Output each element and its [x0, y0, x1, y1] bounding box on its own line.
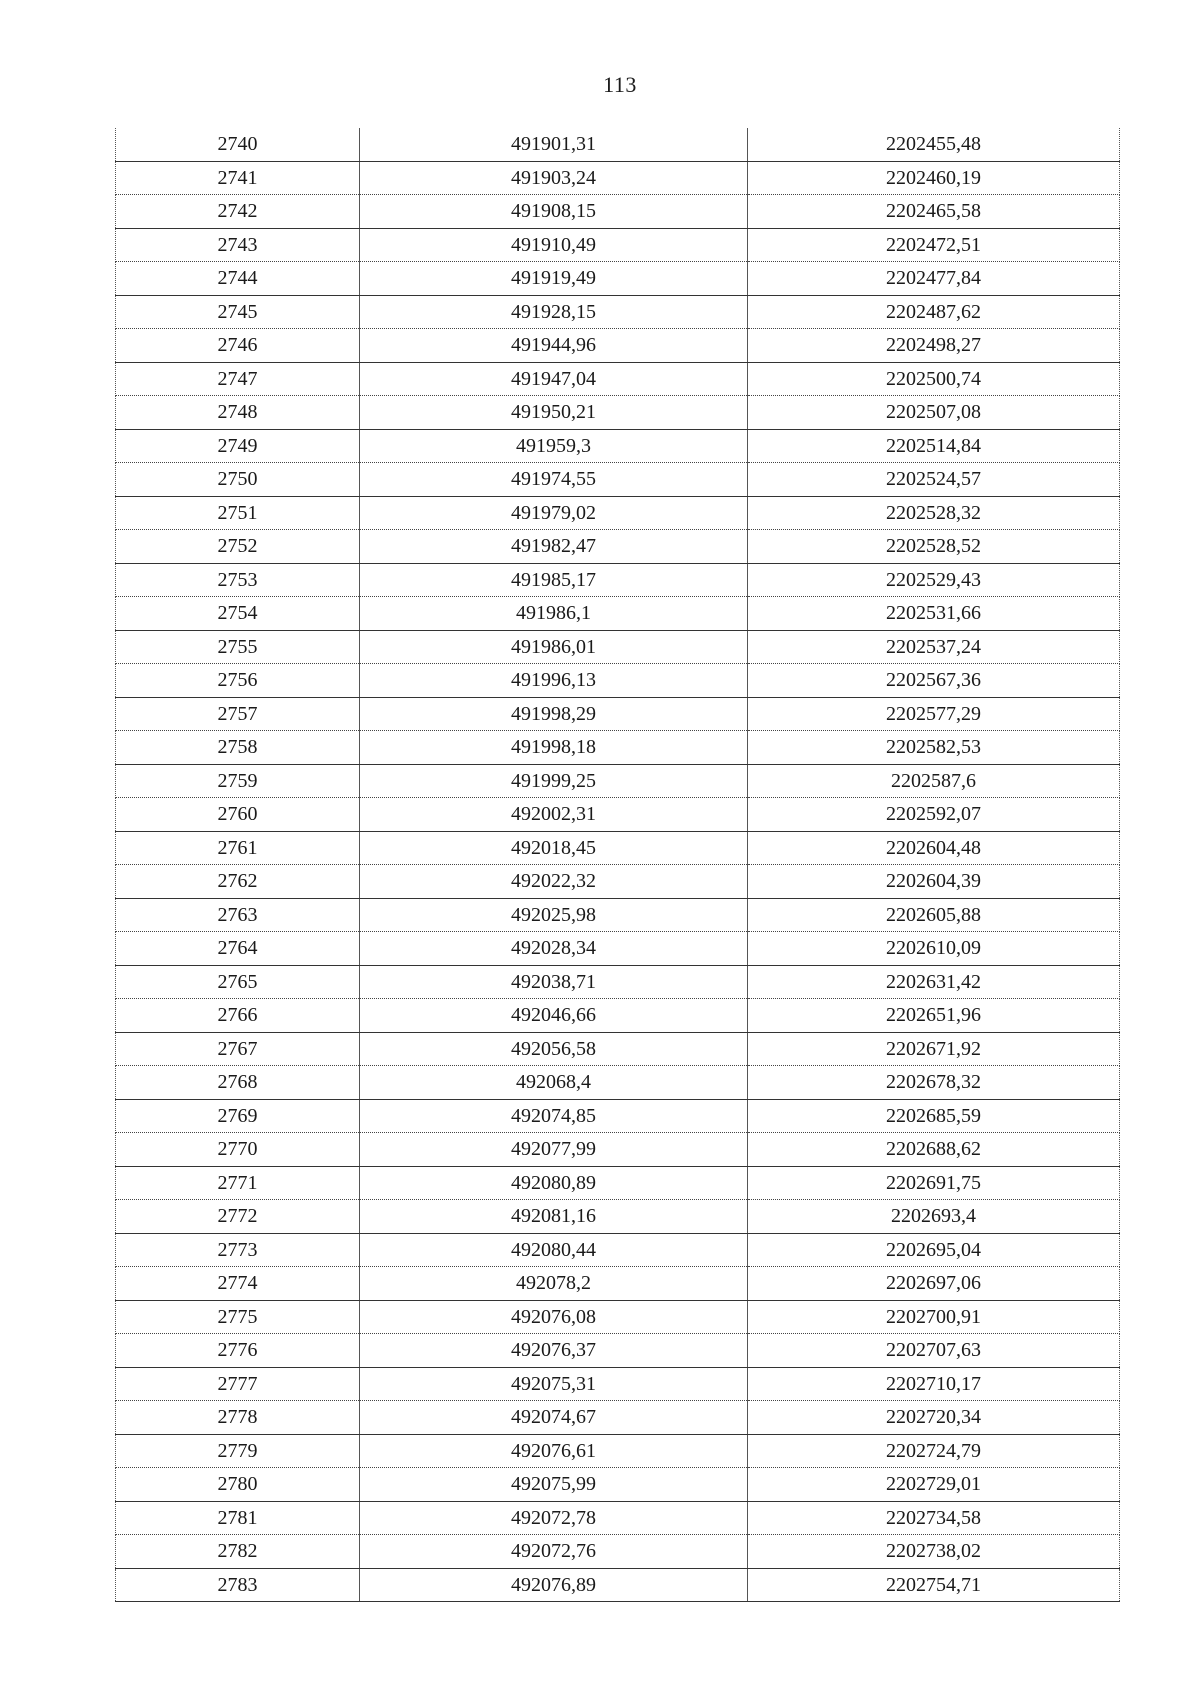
y-coordinate-cell: 2202472,51 [748, 228, 1120, 262]
table-row [116, 731, 1120, 765]
point-number-cell: 2743 [116, 228, 360, 262]
y-coordinate-cell: 2202567,36 [748, 664, 1120, 698]
x-coordinate-cell: 492080,89 [360, 1166, 748, 1200]
x-coordinate-cell: 492072,78 [360, 1501, 748, 1535]
y-coordinate-cell: 2202678,32 [748, 1066, 1120, 1100]
x-coordinate-cell: 492076,61 [360, 1434, 748, 1468]
x-coordinate-cell: 492076,37 [360, 1334, 748, 1368]
y-coordinate-cell: 2202688,62 [748, 1133, 1120, 1167]
x-coordinate-cell: 492077,99 [360, 1133, 748, 1167]
x-coordinate-cell: 491996,13 [360, 664, 748, 698]
table-row [116, 1233, 1120, 1267]
x-coordinate-cell: 491998,18 [360, 731, 748, 765]
x-coordinate-cell: 491908,15 [360, 195, 748, 229]
table-row [116, 329, 1120, 363]
table-row [116, 831, 1120, 865]
x-coordinate-cell: 491959,3 [360, 429, 748, 463]
point-number-cell: 2772 [116, 1200, 360, 1234]
y-coordinate-cell: 2202685,59 [748, 1099, 1120, 1133]
point-number-cell: 2769 [116, 1099, 360, 1133]
y-coordinate-cell: 2202592,07 [748, 798, 1120, 832]
table-row [116, 597, 1120, 631]
y-coordinate-cell: 2202605,88 [748, 898, 1120, 932]
table-row [116, 1300, 1120, 1334]
x-coordinate-cell: 491919,49 [360, 262, 748, 296]
y-coordinate-cell: 2202537,24 [748, 630, 1120, 664]
y-coordinate-cell: 2202528,52 [748, 530, 1120, 564]
table-row [116, 563, 1120, 597]
point-number-cell: 2757 [116, 697, 360, 731]
point-number-cell: 2776 [116, 1334, 360, 1368]
point-number-cell: 2766 [116, 999, 360, 1033]
x-coordinate-cell: 491986,01 [360, 630, 748, 664]
y-coordinate-cell: 2202710,17 [748, 1367, 1120, 1401]
x-coordinate-cell: 492075,99 [360, 1468, 748, 1502]
table-row [116, 195, 1120, 229]
point-number-cell: 2779 [116, 1434, 360, 1468]
y-coordinate-cell: 2202610,09 [748, 932, 1120, 966]
y-coordinate-cell: 2202671,92 [748, 1032, 1120, 1066]
y-coordinate-cell: 2202577,29 [748, 697, 1120, 731]
point-number-cell: 2777 [116, 1367, 360, 1401]
x-coordinate-cell: 492076,08 [360, 1300, 748, 1334]
coordinates-table [115, 128, 1120, 1602]
table-row [116, 1568, 1120, 1602]
y-coordinate-cell: 2202738,02 [748, 1535, 1120, 1569]
point-number-cell: 2753 [116, 563, 360, 597]
y-coordinate-cell: 2202700,91 [748, 1300, 1120, 1334]
point-number-cell: 2764 [116, 932, 360, 966]
y-coordinate-cell: 2202695,04 [748, 1233, 1120, 1267]
y-coordinate-cell: 2202487,62 [748, 295, 1120, 329]
table-row [116, 1200, 1120, 1234]
x-coordinate-cell: 492018,45 [360, 831, 748, 865]
table-row [116, 362, 1120, 396]
point-number-cell: 2740 [116, 128, 360, 161]
point-number-cell: 2752 [116, 530, 360, 564]
point-number-cell: 2783 [116, 1568, 360, 1602]
y-coordinate-cell: 2202697,06 [748, 1267, 1120, 1301]
point-number-cell: 2780 [116, 1468, 360, 1502]
y-coordinate-cell: 2202707,63 [748, 1334, 1120, 1368]
y-coordinate-cell: 2202507,08 [748, 396, 1120, 430]
x-coordinate-cell: 491928,15 [360, 295, 748, 329]
y-coordinate-cell: 2202720,34 [748, 1401, 1120, 1435]
table-row [116, 396, 1120, 430]
point-number-cell: 2763 [116, 898, 360, 932]
table-row [116, 1501, 1120, 1535]
x-coordinate-cell: 492074,85 [360, 1099, 748, 1133]
point-number-cell: 2744 [116, 262, 360, 296]
x-coordinate-cell: 492080,44 [360, 1233, 748, 1267]
y-coordinate-cell: 2202477,84 [748, 262, 1120, 296]
x-coordinate-cell: 491982,47 [360, 530, 748, 564]
y-coordinate-cell: 2202455,48 [748, 128, 1120, 161]
x-coordinate-cell: 491947,04 [360, 362, 748, 396]
table-row [116, 295, 1120, 329]
point-number-cell: 2749 [116, 429, 360, 463]
y-coordinate-cell: 2202514,84 [748, 429, 1120, 463]
table-row [116, 1166, 1120, 1200]
table-row [116, 999, 1120, 1033]
y-coordinate-cell: 2202587,6 [748, 764, 1120, 798]
point-number-cell: 2750 [116, 463, 360, 497]
coordinates-table-body [116, 128, 1120, 1602]
point-number-cell: 2758 [116, 731, 360, 765]
x-coordinate-cell: 492074,67 [360, 1401, 748, 1435]
table-row [116, 865, 1120, 899]
x-coordinate-cell: 491999,25 [360, 764, 748, 798]
table-row [116, 1535, 1120, 1569]
table-row [116, 1334, 1120, 1368]
x-coordinate-cell: 492072,76 [360, 1535, 748, 1569]
x-coordinate-cell: 492028,34 [360, 932, 748, 966]
y-coordinate-cell: 2202500,74 [748, 362, 1120, 396]
point-number-cell: 2762 [116, 865, 360, 899]
table-row [116, 630, 1120, 664]
point-number-cell: 2746 [116, 329, 360, 363]
table-row [116, 1468, 1120, 1502]
point-number-cell: 2755 [116, 630, 360, 664]
table-row [116, 898, 1120, 932]
table-row [116, 1434, 1120, 1468]
table-row [116, 932, 1120, 966]
point-number-cell: 2751 [116, 496, 360, 530]
x-coordinate-cell: 491974,55 [360, 463, 748, 497]
point-number-cell: 2742 [116, 195, 360, 229]
table-row [116, 798, 1120, 832]
x-coordinate-cell: 492046,66 [360, 999, 748, 1033]
y-coordinate-cell: 2202754,71 [748, 1568, 1120, 1602]
table-row [116, 1032, 1120, 1066]
x-coordinate-cell: 492022,32 [360, 865, 748, 899]
y-coordinate-cell: 2202651,96 [748, 999, 1120, 1033]
point-number-cell: 2767 [116, 1032, 360, 1066]
x-coordinate-cell: 492002,31 [360, 798, 748, 832]
y-coordinate-cell: 2202631,42 [748, 965, 1120, 999]
point-number-cell: 2770 [116, 1133, 360, 1167]
point-number-cell: 2759 [116, 764, 360, 798]
y-coordinate-cell: 2202465,58 [748, 195, 1120, 229]
point-number-cell: 2756 [116, 664, 360, 698]
table-row [116, 128, 1120, 161]
y-coordinate-cell: 2202691,75 [748, 1166, 1120, 1200]
x-coordinate-cell: 492056,58 [360, 1032, 748, 1066]
table-row [116, 262, 1120, 296]
y-coordinate-cell: 2202460,19 [748, 161, 1120, 195]
point-number-cell: 2778 [116, 1401, 360, 1435]
table-row [116, 965, 1120, 999]
table-row [116, 530, 1120, 564]
x-coordinate-cell: 491903,24 [360, 161, 748, 195]
table-row [116, 161, 1120, 195]
y-coordinate-cell: 2202604,48 [748, 831, 1120, 865]
table-row [116, 697, 1120, 731]
x-coordinate-cell: 492038,71 [360, 965, 748, 999]
point-number-cell: 2761 [116, 831, 360, 865]
y-coordinate-cell: 2202582,53 [748, 731, 1120, 765]
x-coordinate-cell: 492068,4 [360, 1066, 748, 1100]
x-coordinate-cell: 491998,29 [360, 697, 748, 731]
point-number-cell: 2754 [116, 597, 360, 631]
point-number-cell: 2773 [116, 1233, 360, 1267]
point-number-cell: 2760 [116, 798, 360, 832]
x-coordinate-cell: 491910,49 [360, 228, 748, 262]
table-row [116, 764, 1120, 798]
point-number-cell: 2771 [116, 1166, 360, 1200]
point-number-cell: 2768 [116, 1066, 360, 1100]
table-row [116, 1133, 1120, 1167]
x-coordinate-cell: 491944,96 [360, 329, 748, 363]
x-coordinate-cell: 492025,98 [360, 898, 748, 932]
table-row [116, 429, 1120, 463]
point-number-cell: 2781 [116, 1501, 360, 1535]
table-row [116, 664, 1120, 698]
x-coordinate-cell: 492078,2 [360, 1267, 748, 1301]
point-number-cell: 2745 [116, 295, 360, 329]
point-number-cell: 2747 [116, 362, 360, 396]
y-coordinate-cell: 2202529,43 [748, 563, 1120, 597]
table-row [116, 1099, 1120, 1133]
point-number-cell: 2774 [116, 1267, 360, 1301]
point-number-cell: 2741 [116, 161, 360, 195]
x-coordinate-cell: 492081,16 [360, 1200, 748, 1234]
x-coordinate-cell: 491979,02 [360, 496, 748, 530]
y-coordinate-cell: 2202498,27 [748, 329, 1120, 363]
y-coordinate-cell: 2202734,58 [748, 1501, 1120, 1535]
y-coordinate-cell: 2202693,4 [748, 1200, 1120, 1234]
x-coordinate-cell: 492075,31 [360, 1367, 748, 1401]
y-coordinate-cell: 2202729,01 [748, 1468, 1120, 1502]
table-row [116, 463, 1120, 497]
point-number-cell: 2748 [116, 396, 360, 430]
y-coordinate-cell: 2202528,32 [748, 496, 1120, 530]
y-coordinate-cell: 2202604,39 [748, 865, 1120, 899]
x-coordinate-cell: 491986,1 [360, 597, 748, 631]
table-row [116, 1267, 1120, 1301]
x-coordinate-cell: 492076,89 [360, 1568, 748, 1602]
point-number-cell: 2775 [116, 1300, 360, 1334]
table-row [116, 1066, 1120, 1100]
table-row [116, 496, 1120, 530]
point-number-cell: 2765 [116, 965, 360, 999]
table-row [116, 1401, 1120, 1435]
x-coordinate-cell: 491985,17 [360, 563, 748, 597]
y-coordinate-cell: 2202531,66 [748, 597, 1120, 631]
x-coordinate-cell: 491901,31 [360, 128, 748, 161]
y-coordinate-cell: 2202524,57 [748, 463, 1120, 497]
table-row [116, 228, 1120, 262]
point-number-cell: 2782 [116, 1535, 360, 1569]
table-row [116, 1367, 1120, 1401]
y-coordinate-cell: 2202724,79 [748, 1434, 1120, 1468]
page-number: 113 [603, 72, 637, 97]
x-coordinate-cell: 491950,21 [360, 396, 748, 430]
